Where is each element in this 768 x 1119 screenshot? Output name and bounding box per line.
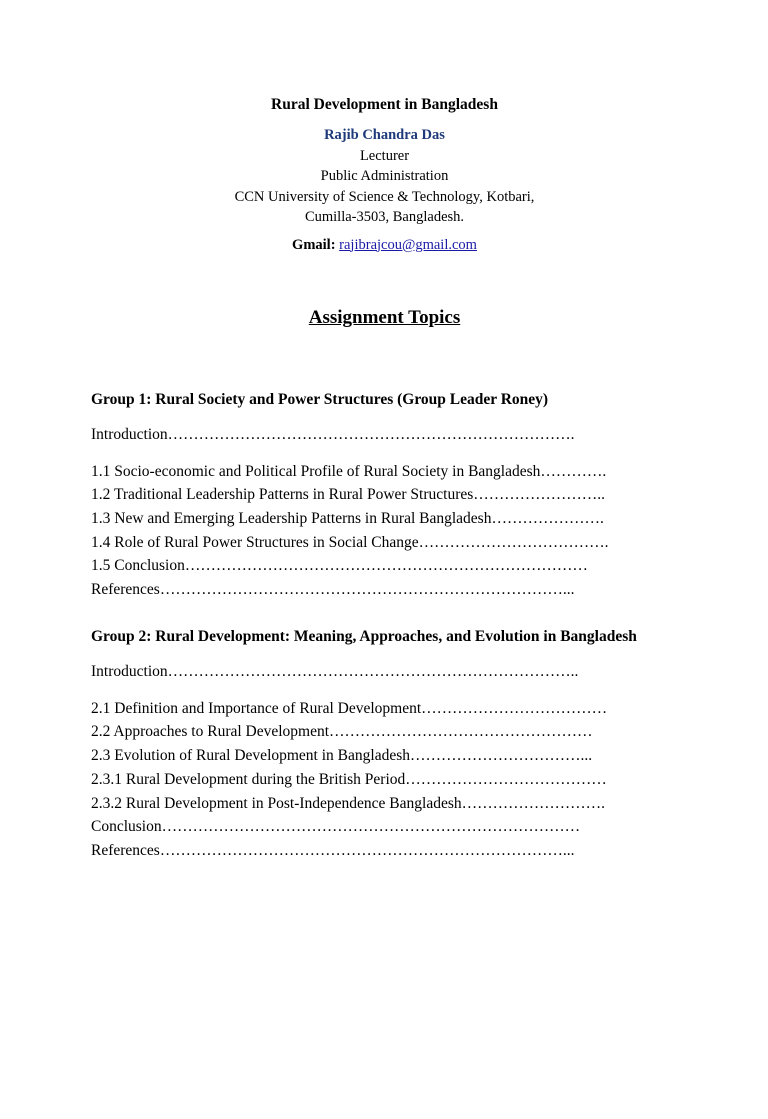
group-2-section [91,625,678,863]
assignment-topics-heading: Assignment Topics [308,306,461,328]
group-1-section [91,388,678,602]
group-1-introduction: Introduction……………………………………………………………………. [91,425,575,443]
topic-line: References……………………………………………………………………... [91,841,575,859]
email-link[interactable]: rajibrajcou@gmail.com [339,236,477,253]
document-page [0,95,768,1119]
author-department: Public Administration [320,168,449,184]
topic-line: 2.3 Evolution of Rural Development in Bangladesh……………………………... [91,747,593,765]
author-institution-line1: CCN University of Science & Technology, Kotbari, [234,188,535,205]
group-2-title: Group 2: Rural Development: Meaning, Approaches, and Evolution in Bangladesh [91,627,637,645]
group-2-introduction: Introduction…………………………………………………………………….. [91,662,579,680]
gmail-line [91,235,678,255]
topic-line: 1.2 Traditional Leadership Patterns in Rural Power Structures…………………….. [91,486,606,504]
author-position: Lecturer [359,147,410,164]
topic-line: 2.2 Approaches to Rural Development…………………………………………… [91,723,593,741]
group-1-topic-list [91,460,678,602]
gmail-label: Gmail: [292,236,336,253]
group-1-title: Group 1: Rural Society and Power Structures (Group Leader Roney) [91,390,549,408]
document-title: Rural Development in Bangladesh [271,96,498,113]
topic-line: References……………………………………………………………………... [91,581,575,599]
group-2-topic-list [91,697,678,863]
topic-line: 1.5 Conclusion…………………………………………………………………… [91,557,588,575]
topic-line: 2.1 Definition and Importance of Rural Development……………………………… [91,699,608,717]
document-header [91,95,678,255]
author-institution-line2: Cumilla-3503, Bangladesh. [304,209,465,225]
topic-line: 1.1 Socio-economic and Political Profile of Rural Society in Bangladesh…………. [91,462,607,480]
topic-line: 2.3.1 Rural Development during the British Period………………………………… [91,770,607,788]
topic-line: 1.4 Role of Rural Power Structures in Social Change………………………………. [91,533,609,551]
topic-line: Conclusion……………………………………………………………………… [91,818,581,836]
author-block [91,125,678,228]
topic-line: 2.3.2 Rural Development in Post-Independence Bangladesh………………………. [91,794,605,812]
topic-line: 1.3 New and Emerging Leadership Patterns in Rural Bangladesh…………………. [91,509,604,527]
author-name: Rajib Chandra Das [324,127,445,143]
